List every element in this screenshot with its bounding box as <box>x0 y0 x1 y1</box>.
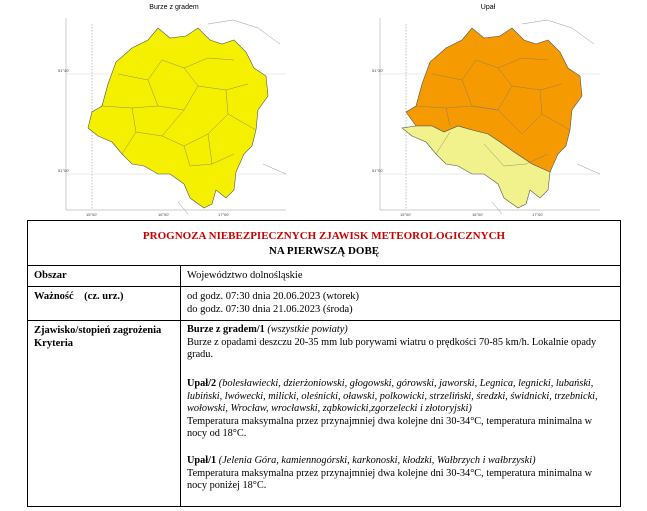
heat-level2-warning <box>187 378 611 441</box>
area-value: Województwo dolnośląskie <box>187 270 303 281</box>
lat-label: 51°00' <box>58 168 70 173</box>
row-divider <box>28 320 620 321</box>
lon-label: 15°00' <box>86 212 98 216</box>
storm-text: Burze z opadami deszczu 20-35 mm lub porywami wiatru o prędkości 70-85 km/h. Lokalnie opady gradu. <box>187 336 597 361</box>
column-divider <box>180 265 181 506</box>
table-subtitle: NA PIERWSZĄ DOBĘ <box>268 245 380 257</box>
row-divider <box>28 265 620 266</box>
lon-label: 17°00' <box>218 212 230 216</box>
heat2-heading: Upał/2 <box>187 378 217 389</box>
heat-map-title: Upał <box>480 4 496 11</box>
heat2-text: Temperatura maksymalna przez przynajmniej dwa kolejne dni 30-34°C, temperatura minimalna w nocy od 18°C. <box>187 415 593 440</box>
heat-map-panel <box>372 4 604 216</box>
validity-to: do godz. 07:30 dnia 21.06.2023 (środa) <box>187 304 353 315</box>
heat1-text: Temperatura maksymalna przez przynajmniej dwa kolejne dni 30-34°C, temperatura minimalna w nocy poniżej 18°C. <box>187 467 593 492</box>
heat-map <box>372 14 604 216</box>
storm-map <box>58 14 290 216</box>
storm-map-panel <box>58 4 290 216</box>
heat-level1-warning <box>187 455 611 493</box>
heat1-heading: Upał/1 <box>187 455 217 466</box>
lat-label: 51°30' <box>372 68 384 73</box>
validity-label: Ważność (cz. urz.) <box>34 291 124 302</box>
lon-label: 17°00' <box>532 212 544 216</box>
lon-label: 16°00' <box>472 212 484 216</box>
lat-label: 51°30' <box>58 68 70 73</box>
validity-from: od godz. 07:30 dnia 20.06.2023 (wtorek) <box>187 291 360 302</box>
storm-scope: (wszystkie powiaty) <box>267 324 348 335</box>
table-title: PROGNOZA NIEBEZPIECZNYCH ZJAWISK METEOROLOGICZNYCH <box>142 230 506 242</box>
heat2-scope: (bolesławiecki, dzierżoniowski, głogowski, górowski, jaworski, Legnica, legnicki, lubański, lubiński, lwówecki, milicki, oleśnicki, oławski, polkowicki, strzeliński, średzki, świdnicki, trzebnicki, wołowski, Wrocław, wrocławski, ząbkowicki,zgorzelecki i złotoryjski) <box>187 378 598 415</box>
storm-map-title: Burze z gradem <box>149 4 199 11</box>
lon-label: 16°00' <box>158 212 170 216</box>
lon-label: 15°00' <box>400 212 412 216</box>
phenomenon-label: Zjawisko/stopień zagrożenia <box>34 325 162 336</box>
heat1-scope: (Jelenia Góra, kamiennogórski, karkonoski, kłodzki, Wałbrzych i wałbrzyski) <box>218 455 536 466</box>
storm-warning <box>187 324 611 362</box>
lat-label: 51°00' <box>372 168 384 173</box>
criteria-label: Kryteria <box>34 338 74 349</box>
row-divider <box>28 286 620 287</box>
storm-heading: Burze z gradem/1 <box>187 324 265 335</box>
warning-table <box>27 220 621 507</box>
area-label: Obszar <box>34 270 67 281</box>
